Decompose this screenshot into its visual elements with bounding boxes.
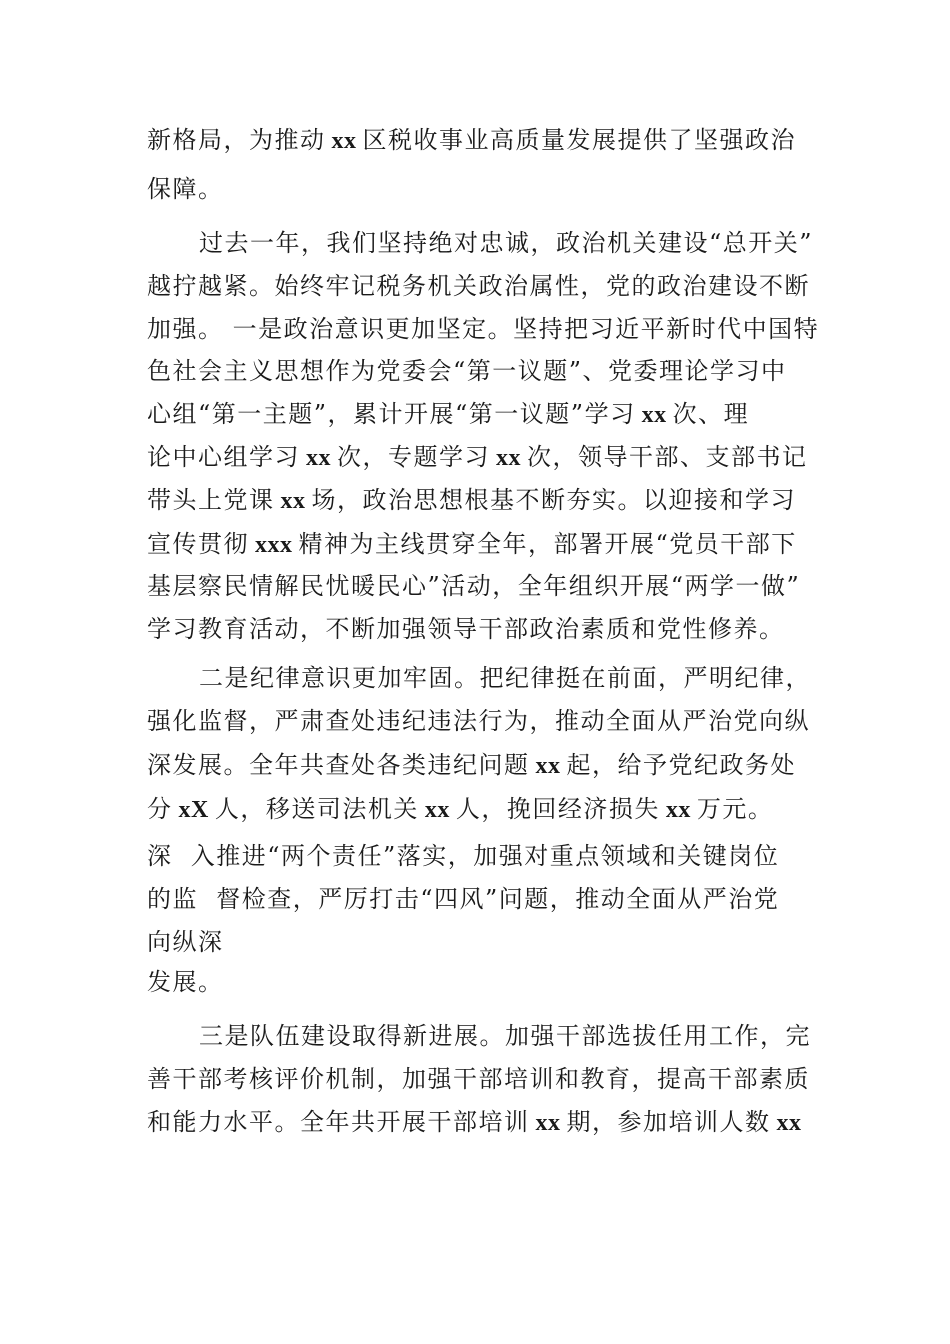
- text-segment: 心组“第一主题”，累计开展“第一议题”学习: [147, 400, 636, 428]
- text-line: [147, 927, 224, 957]
- text-line: [147, 967, 224, 997]
- number-placeholder: xxx: [255, 532, 293, 558]
- text-segment: 的监 督检查，严厉打击“四风”问题，推动全面从严治党: [147, 885, 780, 913]
- text-line: [147, 571, 800, 601]
- text-segment: 过去一年，我们坚持绝对忠诚，政治机关建设“总开关”: [199, 229, 814, 257]
- text-segment: 人，移送司法机关: [214, 795, 419, 823]
- text-segment: 善干部考核评价机制，加强干部培训和教育，提高干部素质: [147, 1065, 810, 1093]
- text-line: [147, 1107, 808, 1138]
- text-segment: 区税收事业高质量发展提供了坚强政治: [362, 126, 796, 154]
- number-placeholder: xx: [496, 445, 521, 471]
- text-segment: 新格局，为推动: [147, 126, 326, 154]
- number-placeholder: xx: [306, 445, 331, 471]
- text-segment: 论中心组学习: [147, 443, 300, 471]
- text-line: [147, 750, 796, 781]
- paragraph-first-line: [199, 228, 813, 258]
- text-line: [147, 614, 785, 644]
- number-placeholder: xx: [331, 128, 357, 154]
- text-segment: 场，政治思想根基不断夯实。以迎接和学习: [311, 486, 796, 514]
- number-placeholder: xx: [424, 797, 450, 823]
- number-placeholder: xx: [641, 402, 667, 428]
- text-segment: 加强。 一是政治意识更加坚定。坚持把习近平新时代中国特: [147, 315, 820, 343]
- text-line: [147, 314, 819, 344]
- text-line: [147, 884, 779, 914]
- number-placeholder: xx: [280, 488, 306, 514]
- text-segment: 越拧越紧。始终牢记税务机关政治属性，党的政治建设不断: [147, 272, 810, 300]
- paragraph-first-line: [199, 663, 811, 693]
- text-segment: 发展。: [147, 968, 224, 996]
- text-line: [147, 125, 796, 156]
- text-segment: 二是纪律意识更加牢固。把纪律挺在前面，严明纪律，: [199, 664, 811, 692]
- text-segment: 带头上党课: [147, 486, 275, 514]
- text-segment: 保障。: [147, 175, 224, 203]
- text-segment: 起，给予党纪政务处: [566, 751, 796, 779]
- paragraph-first-line: [199, 1021, 811, 1051]
- text-segment: 万元。: [696, 795, 774, 823]
- number-placeholder: xx: [665, 797, 691, 823]
- text-segment: 向纵深: [147, 928, 224, 956]
- text-segment: 期，参加培训人数: [566, 1108, 771, 1136]
- text-segment: 学习教育活动，不断加强领导干部政治素质和党性修养。: [147, 615, 785, 643]
- text-segment: 强化监督，严肃查处违纪违法行为，推动全面从严治党向纵: [147, 707, 810, 735]
- text-segment: 次、理: [672, 400, 750, 428]
- text-segment: 次，专题学习: [337, 443, 490, 471]
- text-segment: 深发展。全年共查处各类违纪问题: [147, 751, 530, 779]
- text-segment: 三是队伍建设取得新进展。加强干部选拔任用工作，完: [199, 1022, 811, 1050]
- text-segment: 次，领导干部、支部书记: [527, 443, 808, 471]
- text-line: [147, 485, 796, 516]
- number-placeholder: xX: [178, 797, 209, 823]
- text-line: [147, 841, 779, 871]
- text-line: [147, 706, 810, 736]
- text-line: [147, 174, 224, 204]
- text-line: [147, 794, 773, 825]
- text-segment: 基层察民情解民忧暖民心”活动，全年组织开展“两学一做”: [147, 572, 801, 600]
- text-segment: 精神为主线贯穿全年，部署开展“党员干部下: [298, 530, 797, 558]
- text-segment: 深 入推进“两个责任”落实，加强对重点领域和关键岗位: [147, 842, 780, 870]
- text-segment: 色社会主义思想作为党委会“第一议题”、党委理论学习中: [147, 357, 787, 385]
- text-segment: 人，挽回经济损失: [455, 795, 660, 823]
- text-segment: 分: [147, 795, 173, 823]
- text-line: [147, 356, 787, 386]
- number-placeholder: xx: [776, 1110, 802, 1136]
- text-line: [147, 442, 808, 473]
- text-line: [147, 1064, 810, 1094]
- text-line: [147, 399, 749, 430]
- text-segment: 和能力水平。全年共开展干部培训: [147, 1108, 530, 1136]
- text-line: [147, 529, 797, 560]
- text-line: [147, 271, 810, 301]
- text-segment: 宣传贯彻: [147, 530, 249, 558]
- number-placeholder: xx: [535, 753, 561, 779]
- number-placeholder: xx: [535, 1110, 561, 1136]
